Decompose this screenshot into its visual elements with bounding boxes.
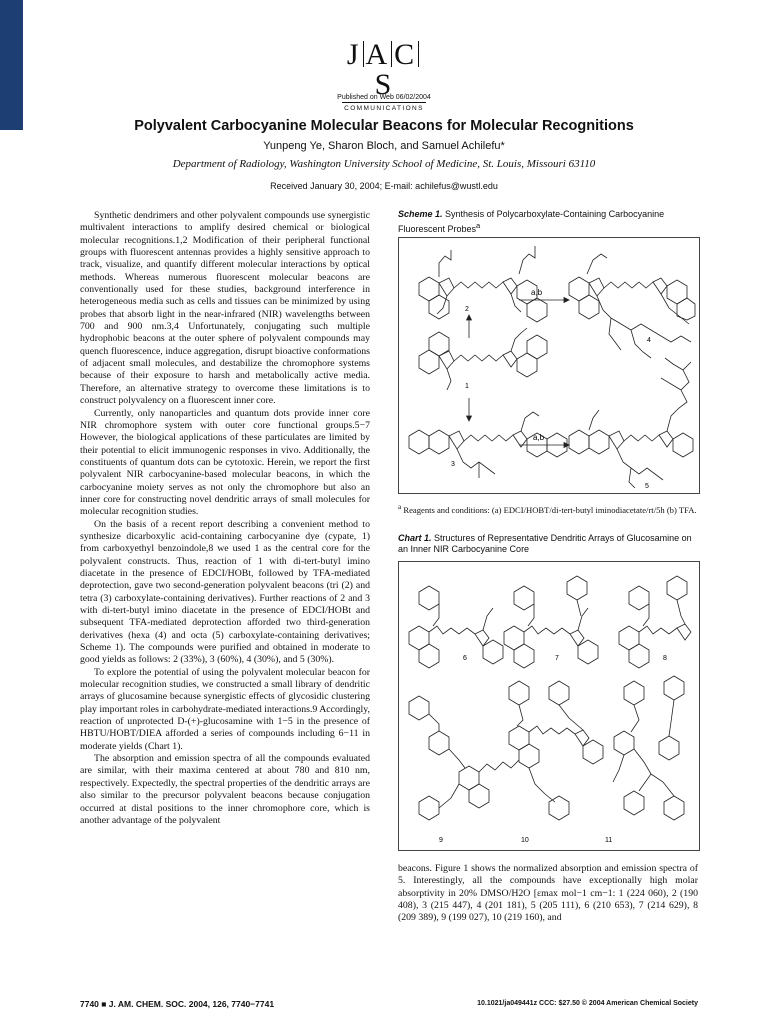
body-left-column bbox=[80, 210, 370, 827]
article-title: Polyvalent Carbocyanine Molecular Beacons for Molecular Recognitions bbox=[134, 118, 634, 134]
published-date: Published on Web 06/02/2004 bbox=[337, 94, 431, 101]
compound-1-label: 1 bbox=[465, 383, 469, 390]
compound-4-label: 4 bbox=[647, 337, 651, 344]
paragraph-3: On the basis of a recent report describing a convenient method to synthesize dicarboxylic acid-containing carbocyanine dye (cypate, 1) from carboxyethyl benzoindole,8 we used 1 as the central core for the polyvalent constructs. Thus, reaction of 1 with di-tert-butyl imino diacetate in the presence of EDCI/HOBt, followed by TFA-mediated deprotection, gave two second-generation polyvalent beacons (tri (2) and tetra (3) carboxylate-containing derivatives). Further reactions of 2 and 3 with di-tert-butyl imino diacetate in the presence of EDCI/HOBt and subsequent TFA-mediated deprotection afforded two third-generation derivatives (hexa (4) and octa (5) carboxylate-containing derivatives; Scheme 1). The compounds were purified and obtained in moderate to good yields as follows: 2 (33%), 3 (60%), 4 (30%), and 5 (30%). bbox=[80, 518, 370, 666]
chart1-structures bbox=[399, 562, 699, 850]
journal-side-bar bbox=[0, 0, 23, 130]
footnote-text: Reagents and conditions: (a) EDCI/HOBT/di-tert-butyl iminodiacetate/rt/5h (b) TFA. bbox=[403, 504, 697, 515]
chart1-label: Chart 1. bbox=[398, 533, 432, 543]
compound-11-label: 11 bbox=[605, 837, 613, 844]
scheme-arrow-label-top: a,b bbox=[531, 288, 543, 297]
chart1-caption bbox=[398, 533, 698, 555]
compound-9-label: 9 bbox=[439, 837, 443, 844]
footer-doi: 10.1021/ja049441z CCC: $27.50 © 2004 American Chemical Society bbox=[477, 1000, 698, 1007]
scheme-caption bbox=[398, 209, 698, 235]
paragraph-1: Synthetic dendrimers and other polyvalent compounds use synergistic multivalent interactions to amplify desired chemical or biological molecular recognitions.1,2 Modification of their peripheral functional groups with fluorescent antennas provides a highly sensitive approach to track, visualize, and quantify different molecular interactions by optical methods. Whereas numerous fluorescent molecular beacons are conventionally used for these studies, background interference in heterogeneous media such as cells and tissues can be minimized by using probes that absorb light in the near-infrared (NIR) wavelengths between 700 and 900 nm.3,4 Unfortunately, conjugating such multiple hydrophobic beacons at the outer sphere of polyvalent compounds may quench fluorescence, induce aggregation, disrupt bioactive conformations of adjacent small molecules, and destabilize the chromophore systems because of their exposure to harsh and metabolically active media. Therefore, an alternative strategy to overcome these limitations is to construct polyvalency on a fluorescent inner core. bbox=[80, 210, 370, 407]
paragraph-2: Currently, only nanoparticles and quantum dots provide inner core NIR chromophore system with outer core functional groups.5−7 However, the biological applications of these particulates are limited by their potential to elicit immunogenic responses in vivo. Additionally, the constituents of quantum dots can be cytotoxic. Herein, we report the first polyvalent NIR carbocyanine-based molecular beacons, in which the carbocyanine moiety serves as not only the chromophore but also an inner core for constructing novel dendritic arrays of small molecules for molecular recognition studies. bbox=[80, 407, 370, 518]
compound-3-label: 3 bbox=[451, 461, 455, 468]
scheme-figure bbox=[398, 237, 700, 494]
scheme-footnote bbox=[398, 502, 698, 515]
article-authors: Yunpeng Ye, Sharon Bloch, and Samuel Achilefu* bbox=[263, 140, 505, 152]
chart1-figure bbox=[398, 561, 700, 851]
compound-6-label: 6 bbox=[463, 655, 467, 662]
logo-letters: J A CS bbox=[342, 40, 426, 100]
paragraph-4: To explore the potential of using the polyvalent molecular beacon for molecular recognition studies, we constructed a small library of dendritic arrays of glucosamine because synergistic effects of glycosidic clustering play important roles in carbohydrate-mediated interactions.9 Accordingly, reaction of unprotected D-(+)-glucosamine with 1−5 in the presence of HBTU/HOBT/DIEA afforded a series of compounds including 6−11 in moderate yields (Chart 1). bbox=[80, 666, 370, 752]
footer-citation: 7740 ■ J. AM. CHEM. SOC. 2004, 126, 7740−7741 bbox=[80, 999, 275, 1009]
chart1-caption-text: Structures of Representative Dendritic Arrays of Glucosamine on an Inner NIR Carbocyanine Core bbox=[398, 533, 692, 554]
compound-7-label: 7 bbox=[555, 655, 559, 662]
received-line: Received January 30, 2004; E-mail: achilefus@wustl.edu bbox=[270, 181, 498, 191]
scheme-label: Scheme 1. bbox=[398, 209, 443, 219]
body-right-column: beacons. Figure 1 shows the normalized absorption and emission spectra of 5. Interestingly, all the compounds have exceptionally high molar absorptivity in 20% DMSO/H2O [εmax mol−1 cm−1: 1 (224 060), 2 (190 408), 3 (215 447), 4 (201 181), 5 (205 111), 6 (210 653), 7 (214 629), 8 (209 389), 9 (199 027), 10 (219 160), and bbox=[398, 863, 698, 924]
scheme-structures bbox=[399, 238, 699, 493]
compound-10-label: 10 bbox=[521, 837, 529, 844]
paragraph-5: The absorption and emission spectra of all the compounds evaluated are similar, with their maxima centered at about 780 and 810 nm, respectively. Expectedly, the spectral properties of the dendritic arrays are also similar to the precursor polyvalent beacons because conjugation occurred at distal positions to the inner chromophore core, which is another advantage of the polyvalent bbox=[80, 753, 370, 826]
footnote-mark: a bbox=[398, 503, 402, 511]
compound-5-label: 5 bbox=[645, 483, 649, 490]
scheme-caption-mark: a bbox=[476, 221, 481, 230]
article-affiliation: Department of Radiology, Washington University School of Medicine, St. Louis, Missouri 63110 bbox=[172, 158, 596, 170]
journal-logo bbox=[342, 40, 426, 112]
scheme-caption-text: Synthesis of Polycarboxylate-Containing Carbocyanine Fluorescent Probes bbox=[398, 209, 665, 234]
logo-subtitle: COMMUNICATIONS bbox=[342, 102, 426, 112]
compound-8-label: 8 bbox=[663, 655, 667, 662]
scheme-arrow-label-bottom: a,b bbox=[533, 433, 545, 442]
compound-2-label: 2 bbox=[465, 306, 469, 313]
